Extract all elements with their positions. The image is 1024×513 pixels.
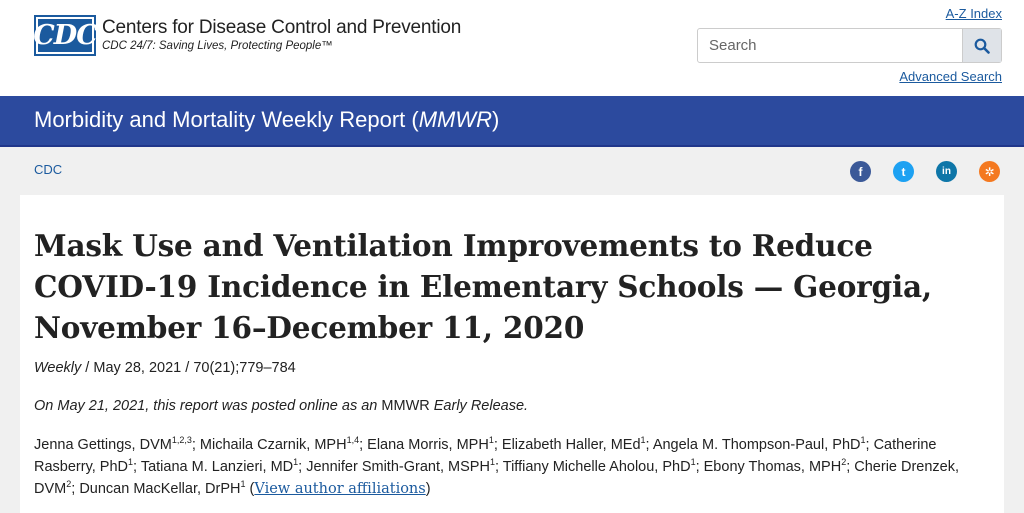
author: Jenna Gettings, DVM — [34, 437, 172, 453]
author-list: Jenna Gettings, DVM$^{1,2,3}$; Michaila Czarnik, MPH$^{1,4}$; Elana Morris, MPH$^1$; Elizabeth Haller, MEd$^1$; Angela M. Thompson-Paul, PhD$^1$; Catherine Rasberry, PhD$^1$; Tatiana M. Lanzieri, $MD^1$; Jennifer Smith-Grant, MSPH$^1$; Tiffiany Michelle Aholou, PhD$^1$; Ebony Thomas, MPH$^2$; Cherie Drenzek, DVM$^2$; Duncan MacKellar, DrPH$^1$ (View author affiliations) — [34, 435, 960, 497]
search-input[interactable] — [698, 29, 962, 62]
issue-info: / May 28, 2021 / 70(21);779–784 — [81, 360, 296, 376]
author: Jennifer Smith-Grant, MSPH — [306, 459, 490, 475]
search-button[interactable] — [962, 29, 1001, 62]
advanced-search-link[interactable]: Advanced Search — [899, 69, 1002, 84]
mmwr-banner[interactable] — [0, 96, 1024, 147]
search-box — [697, 28, 1002, 63]
author: Tatiana M. Lanzieri, MD — [140, 459, 294, 475]
author: Ebony Thomas, MPH — [703, 459, 842, 475]
syndicate-icon[interactable]: ✲ — [979, 161, 1000, 182]
view-affiliations-link[interactable]: View author affiliations — [254, 481, 426, 497]
author: Angela M. Thompson-Paul, PhD — [652, 437, 861, 453]
series-label: Weekly — [34, 360, 82, 376]
author: Duncan MacKellar, DrPH — [79, 481, 241, 497]
social-share — [850, 161, 1000, 182]
tagline: CDC 24/7: Saving Lives, Protecting People™ — [102, 40, 333, 52]
author: Tiffiany Michelle Aholou, PhD — [502, 459, 691, 475]
author: Elizabeth Haller, MEd — [501, 437, 641, 453]
org-name: Centers for Disease Control and Prevention — [102, 17, 462, 38]
author: Michaila Czarnik, MPH — [199, 437, 347, 453]
article-card — [20, 195, 1004, 513]
article-meta — [34, 360, 296, 376]
facebook-icon[interactable]: f — [850, 161, 871, 182]
article-title: Mask Use and Ventilation Improvements to Reduce COVID-19 Incidence in Elementary Schools — Georgia, November 16–December 11, 2020 — [34, 228, 932, 345]
banner-title-suffix: ) — [492, 107, 500, 132]
cdc-logo-mark: CDC — [34, 15, 96, 56]
author: Elana Morris, MPH — [367, 437, 489, 453]
early-release-note: On May 21, 2021, this report was posted online as an MMWR Early Release. — [34, 398, 529, 414]
magnifier-icon — [974, 38, 990, 54]
az-index-link[interactable]: A-Z Index — [945, 6, 1002, 21]
author: Catherine Rasberry, PhD — [34, 437, 937, 475]
breadcrumb-bar — [0, 147, 1024, 195]
cdc-logo[interactable] — [34, 15, 461, 56]
banner-title-prefix: Morbidity and Mortality Weekly Report ( — [34, 107, 419, 132]
linkedin-icon[interactable]: in — [936, 161, 957, 182]
banner-title-italic: MMWR — [418, 107, 493, 132]
twitter-icon[interactable]: t — [893, 161, 914, 182]
author: Cherie Drenzek, DVM — [34, 459, 960, 497]
site-header — [0, 0, 1024, 96]
breadcrumb-cdc[interactable]: CDC — [34, 162, 63, 177]
